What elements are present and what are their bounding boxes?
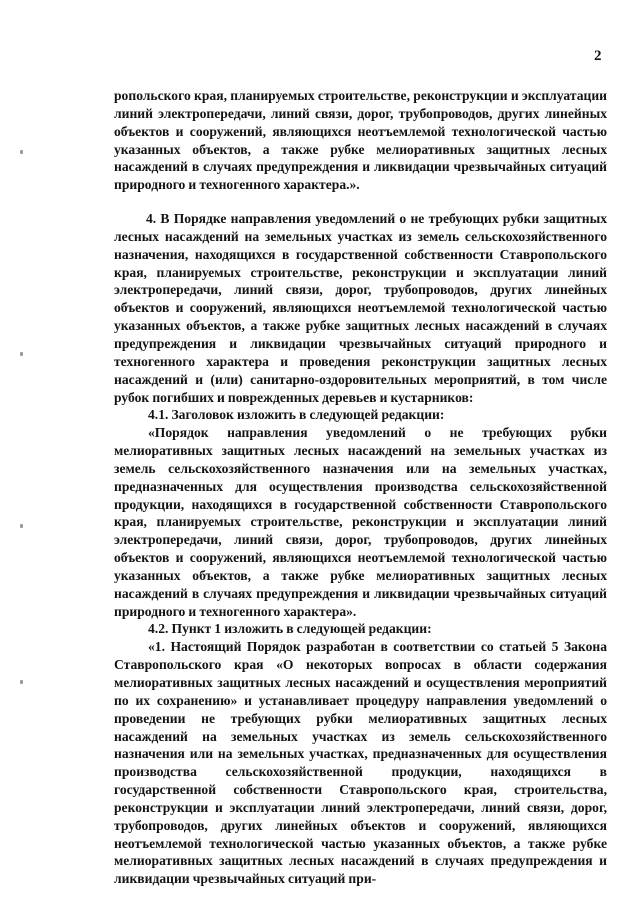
paragraph-quoted-clause-1: «1. Настоящий Порядок разработан в соответствии со статьей 5 Закона Ставропольского края «О некоторых вопросах в области содержания мелиоративных защитных лесных насаждений и осуществления мероприятий по их сохранению» и устанавливает процедуру направления уведомлений о проведении не требующих рубки мелиоративных защитных лесных насаждений на земельных участках из земель сельскохозяйственного назначения или на земельных участках, предназначенных для осуществления производства сельскохозяйственной продукции, находящихся в государственной собственности Ставропольского края, строительства, реконструкции и эксплуатации линий электропередачи, линий связи, дорог, трубопроводов, других линейных объектов и сооружений, являющихся неотъемлемой технологической частью указанных объектов, а также рубке мелиоративных защитных лесных насаждений в случаях предупреждения и ликвидации чрезвычайных ситуаций при- <box>114 639 607 887</box>
margin-mark <box>20 150 23 154</box>
paragraph-gap <box>114 194 607 210</box>
paragraph-item-4-1: 4.1. Заголовок изложить в следующей редакции: <box>148 407 445 423</box>
paragraph-quoted-title: «Порядок направления уведомлений о не требующих рубки мелиоративных защитных лесных насаждений на земельных участках из земель сельскохозяйственного назначения или на земельных участках, предназначенных для осуществления производства сельскохозяйственной продукции, находящихся в государственной собственности Ставропольского края, планируемых строительстве, реконструкции и эксплуатации линий электропередачи, линий связи, дорог, трубопроводов, других линейных объектов и сооружений, являющихся неотъемлемой технологической частью указанных объектов, а также рубке мелиоративных защитных лесных насаждений в случаях предупреждения и ликвидации чрезвычайных ситуаций природного и техногенного характера». <box>114 425 607 619</box>
page-number: 2 <box>594 48 602 64</box>
paragraph-continuation: ропольского края, планируемых строительстве, реконструкции и эксплуатации линий электропередачи, линий связи, дорог, трубопроводов, других линейных объектов и сооружений, являющихся неотъемлемой технологической частью указанных объектов, а также рубке мелиоративных защитных лесных насаждений в случаях предупреждения и ликвидации чрезвычайных ситуаций природного и техногенного характера.». <box>114 88 607 193</box>
document-body <box>114 87 607 888</box>
paragraph-item-4-2: 4.2. Пункт 1 изложить в следующей редакции: <box>148 621 432 637</box>
paragraph-item-4: 4. В Порядке направления уведомлений о не требующих рубки защитных лесных насаждений на земельных участках из земель сельскохозяйственного назначения, находящихся в государственной собственности Ставропольского края, планируемых строительстве, реконструкции и эксплуатации линий электропередачи, линий связи, дорог, трубопроводов, других линейных объектов и сооружений, являющихся неотъемлемой технологической частью указанных объектов, а также рубке защитных лесных насаждений в случаях предупреждения и ликвидации чрезвычайных ситуаций природного и техногенного характера и проведения реконструкции защитных лесных насаждений и (или) санитарно-оздоровительных мероприятий, в том числе рубок погибших и поврежденных деревьев и кустарников: <box>114 211 607 405</box>
margin-mark <box>20 524 23 528</box>
margin-mark <box>20 680 23 684</box>
margin-mark <box>20 352 23 356</box>
